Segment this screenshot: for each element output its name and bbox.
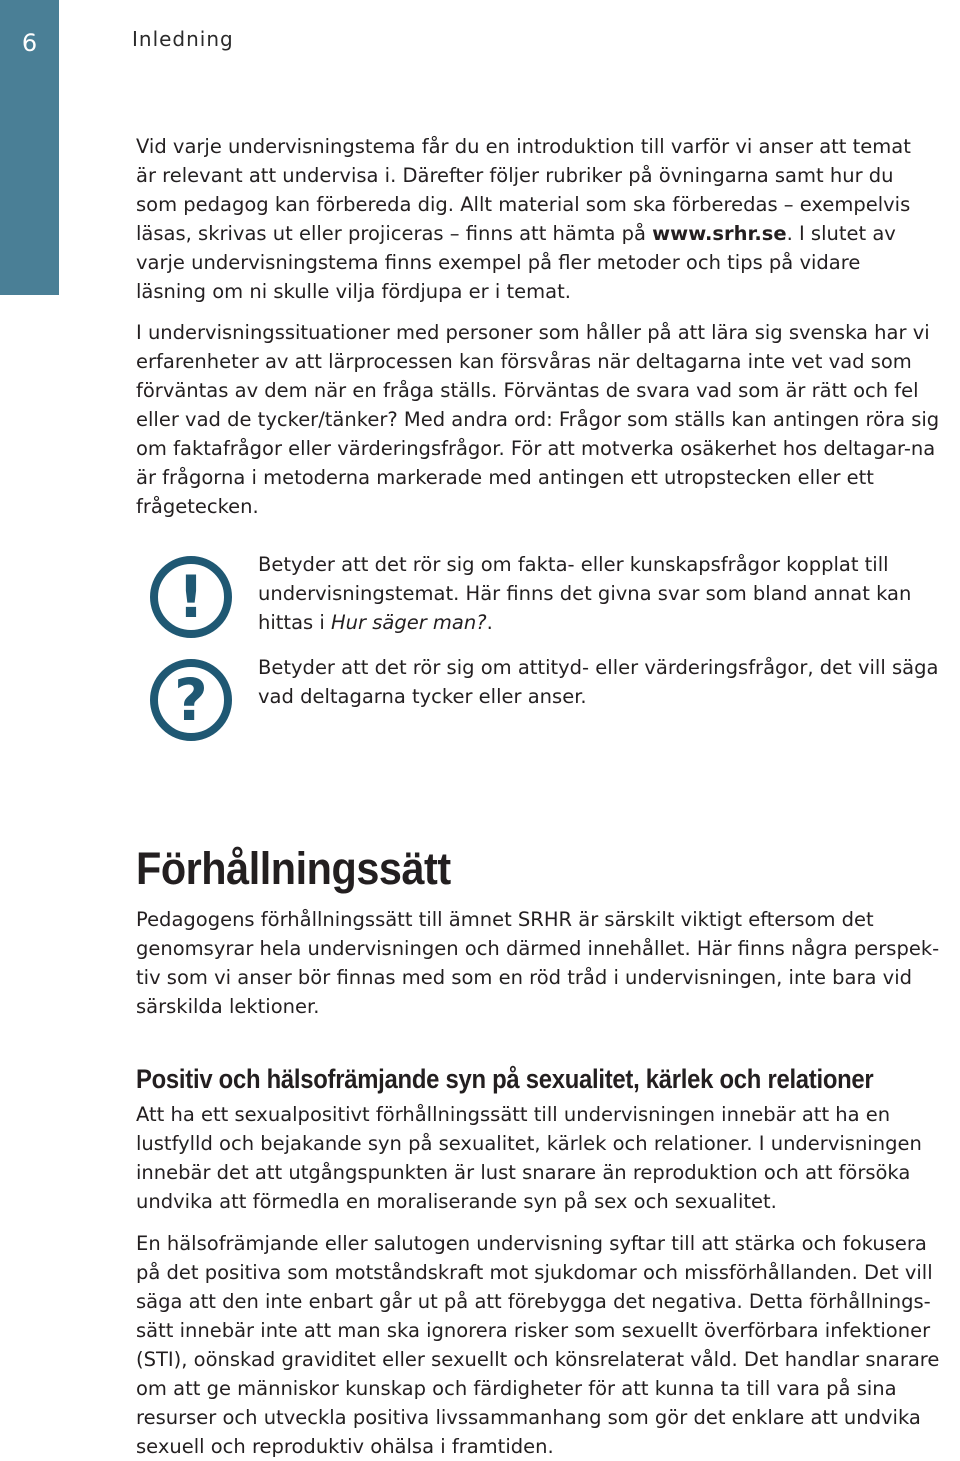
intro-text-after-link: . I slutet av varje undervisningstema finns exempel på fler metoder och tips på vidare läsning om ni skulle vilja fördjupa er i temat. — [136, 222, 896, 303]
question-icon: ? — [150, 659, 232, 741]
subsection-heading: Positiv och hälsofrämjande syn på sexualitet, kärlek och relationer — [136, 1064, 874, 1094]
question-legend — [136, 550, 946, 741]
intro-text-before-link: Vid varje undervisningstema får du en introduktion till varför vi anser att temat är relevant att undervisa i. Därefter följer rubriker på övningarna samt hur du som pedagog kan förbereda dig. Allt material som ska förberedas – exempelvis läsas, skrivas ut eller projiceras – finns att hämta på — [136, 135, 911, 245]
intro-paragraph-1 — [136, 132, 936, 306]
page-number: 6 — [21, 29, 38, 57]
section-label: Inledning — [132, 27, 234, 51]
intro-paragraph-2: I undervisningssituationer med personer som håller på att lära sig svenska har vi erfarenheter av att lärprocessen kan försvåras när deltagarna inte vet vad som förväntas av dem när en fråga ställs. Förväntas de svara vad som är rätt och fel eller vad de tycker/tänker? Med andra ord: Frågor som ställs kan antingen röra sig om faktafrågor eller värderingsfrågor. För att motverka osäkerhet hos deltagar-na är frågorna i metoderna markerade med antingen ett utropstecken eller ett frågetecken. — [136, 321, 940, 518]
section-heading: Förhållningssätt — [136, 843, 451, 894]
legend-text-exclamation — [258, 550, 946, 637]
page-content — [136, 132, 946, 1461]
subsection-paragraph-2: En hälsofrämjande eller salutogen undervisning syftar till att stärka och fokusera på det positiva som motståndskraft mot sjukdomar och missförhållanden. Det vill säga att den inte enbart går ut på att förebygga det negativa. Detta förhållnings-sätt innebär inte att man ska ignorera risker som sexuellt överförbara infektioner (STI), oönskad graviditet eller sexuellt och könsrelaterat våld. Det handlar snarare om att ge människor kunskap och färdigheter för att kunna ta till vara på sina resurser och utveckla positiva livssammanhang som gör det enklare att undvika sexuell och reproduktiv ohälsa i framtiden. — [136, 1232, 940, 1458]
exclamation-icon: ! — [150, 556, 232, 638]
section-paragraph: Pedagogens förhållningssätt till ämnet SRHR är särskilt viktigt eftersom det genomsyrar hela undervisningen och därmed innehållet. Här finns några perspek-tiv som vi anser bör finnas med som en röd tråd i undervisningen, inte bara vid särskilda lektioner. — [136, 908, 940, 1018]
legend-exclamation-text: Betyder att det rör sig om fakta- eller kunskapsfrågor kopplat till undervisningstemat. Här finns det givna svar som bland annat kan hittas i — [258, 553, 912, 634]
subsection-paragraph-1: Att ha ett sexualpositivt förhållningssätt till undervisningen innebär att ha en lustfylld och bejakande syn på sexualitet, kärlek och relationer. I undervisningen innebär det att utgångspunkten är lust snarare än reproduktion och att försöka undvika att förmedla en moraliserande syn på sex och sexualitet. — [136, 1103, 922, 1213]
legend-row-question — [136, 653, 946, 741]
legend-exclamation-tail: . — [486, 611, 493, 634]
legend-row-exclamation — [136, 550, 946, 638]
legend-text-question: Betyder att det rör sig om attityd- eller värderingsfrågor, det vill säga vad deltagarna tycker eller anser. — [258, 656, 939, 708]
srhr-link[interactable]: www.srhr.se — [652, 222, 787, 245]
legend-exclamation-em: Hur säger man? — [331, 611, 487, 634]
